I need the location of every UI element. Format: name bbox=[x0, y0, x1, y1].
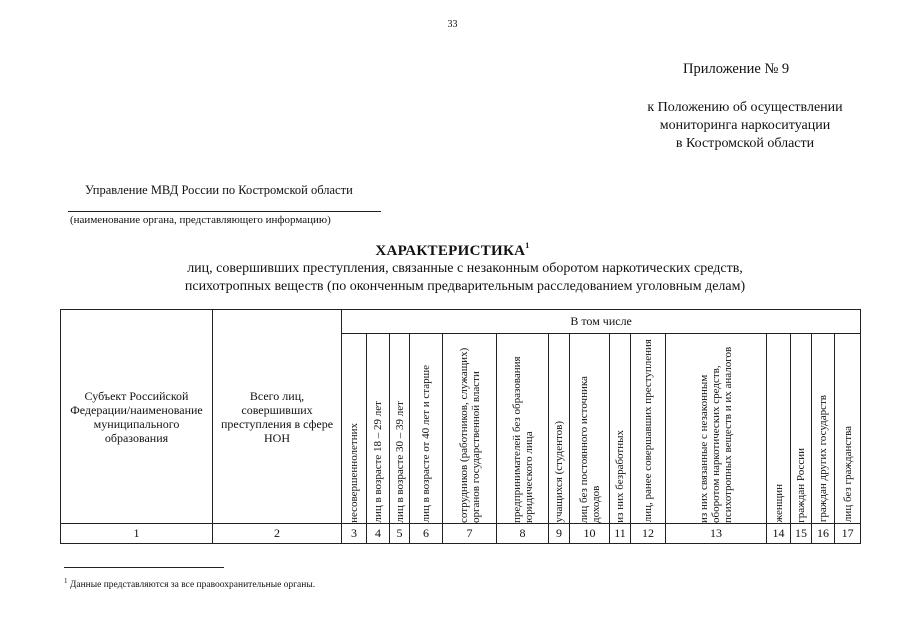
column-number-row bbox=[61, 524, 861, 544]
header-students bbox=[549, 334, 570, 524]
document-subtitle bbox=[120, 260, 810, 296]
footnote-separator bbox=[64, 567, 224, 568]
appendix-subtitle bbox=[600, 99, 890, 153]
page-number: 33 bbox=[447, 19, 458, 30]
footnote-text: Данные представляются за все правоохранительные органы. bbox=[67, 580, 316, 591]
column-number: 9 bbox=[549, 524, 570, 544]
column-number: 15 bbox=[791, 524, 812, 544]
organization-underline bbox=[68, 211, 381, 212]
header-age-30-39 bbox=[390, 334, 410, 524]
subtitle-line: психотропных веществ (по оконченным предварительным расследованием уголовным делам) bbox=[184, 279, 746, 294]
column-number: 10 bbox=[570, 524, 610, 544]
footnote bbox=[64, 577, 315, 590]
header-women bbox=[767, 334, 791, 524]
document-title-text: ХАРАКТЕРИСТИКА bbox=[375, 243, 526, 259]
header-drug-related bbox=[666, 334, 767, 524]
column-number: 1 bbox=[61, 524, 213, 544]
header-no-income bbox=[570, 334, 610, 524]
header-russian-citizens-label: граждан России bbox=[795, 447, 807, 523]
header-unemployed bbox=[610, 334, 631, 524]
header-entrepreneurs bbox=[497, 334, 549, 524]
column-number: 12 bbox=[631, 524, 666, 544]
appendix-title: Приложение № 9 bbox=[683, 61, 790, 77]
header-age-40-plus bbox=[410, 334, 443, 524]
header-drug-related-label: из них связанные с незаконным оборотом наркотических средств, психотропных веществ и их аналогов bbox=[698, 346, 734, 523]
appendix-line: в Костромской области bbox=[675, 136, 815, 151]
header-russian-citizens bbox=[791, 334, 812, 524]
document-title bbox=[0, 241, 905, 260]
appendix-line: к Положению об осуществлении bbox=[647, 100, 843, 115]
column-number: 13 bbox=[666, 524, 767, 544]
column-number: 14 bbox=[767, 524, 791, 544]
organization-caption: (наименование органа, представляющего информацию) bbox=[70, 214, 331, 226]
header-minors-label: несовершеннолетних bbox=[348, 422, 360, 523]
header-age-18-29 bbox=[367, 334, 390, 524]
header-unemployed-label: из них безработных bbox=[614, 429, 626, 523]
column-number: 7 bbox=[443, 524, 497, 544]
header-repeat-offenders-label: лиц, ранее совершавших преступления bbox=[642, 339, 654, 523]
header-repeat-offenders bbox=[631, 334, 666, 524]
footnote-marker: 1 bbox=[64, 577, 68, 585]
header-total: Всего лиц, совершивших преступления в сфере НОН bbox=[213, 310, 342, 524]
header-entrepreneurs-label: предпринимателей без образования юридического лица bbox=[510, 355, 535, 523]
header-women-label: женщин bbox=[772, 484, 785, 523]
header-foreign-citizens bbox=[812, 334, 835, 524]
appendix-line: мониторинга наркоситуации bbox=[659, 118, 831, 133]
column-number: 6 bbox=[410, 524, 443, 544]
header-officials-label: сотрудников (работников, служащих) органов государственной власти bbox=[457, 347, 482, 523]
column-number: 4 bbox=[367, 524, 390, 544]
header-students-label: учащихся (студентов) bbox=[553, 420, 565, 523]
column-number: 3 bbox=[342, 524, 367, 544]
column-number: 16 bbox=[812, 524, 835, 544]
organization-name: Управление МВД России по Костромской области bbox=[85, 183, 353, 197]
characteristics-table bbox=[60, 309, 861, 544]
column-number: 5 bbox=[390, 524, 410, 544]
document-title-footnote-marker: 1 bbox=[525, 241, 530, 250]
header-age-40-plus-label: лиц в возрасте от 40 лет и старше bbox=[420, 365, 432, 523]
header-age-18-29-label: лиц в возрасте 18 – 29 лет bbox=[372, 400, 384, 523]
column-number: 11 bbox=[610, 524, 631, 544]
header-group: В том числе bbox=[342, 310, 861, 334]
header-officials bbox=[443, 334, 497, 524]
header-subject: Субъект Российской Федерации/наименование муниципального образования bbox=[61, 310, 213, 524]
header-stateless bbox=[835, 334, 861, 524]
header-stateless-label: лиц без гражданства bbox=[841, 426, 854, 523]
header-age-30-39-label: лиц в возрасте 30 – 39 лет bbox=[393, 400, 406, 523]
column-number: 17 bbox=[835, 524, 861, 544]
header-no-income-label: лиц без постоянного источника доходов bbox=[577, 375, 602, 523]
subtitle-line: лиц, совершивших преступления, связанные с незаконным оборотом наркотических средств, bbox=[187, 261, 743, 276]
header-minors bbox=[342, 334, 367, 524]
header-foreign-citizens-label: граждан других государств bbox=[817, 395, 829, 523]
column-number: 2 bbox=[213, 524, 342, 544]
column-number: 8 bbox=[497, 524, 549, 544]
